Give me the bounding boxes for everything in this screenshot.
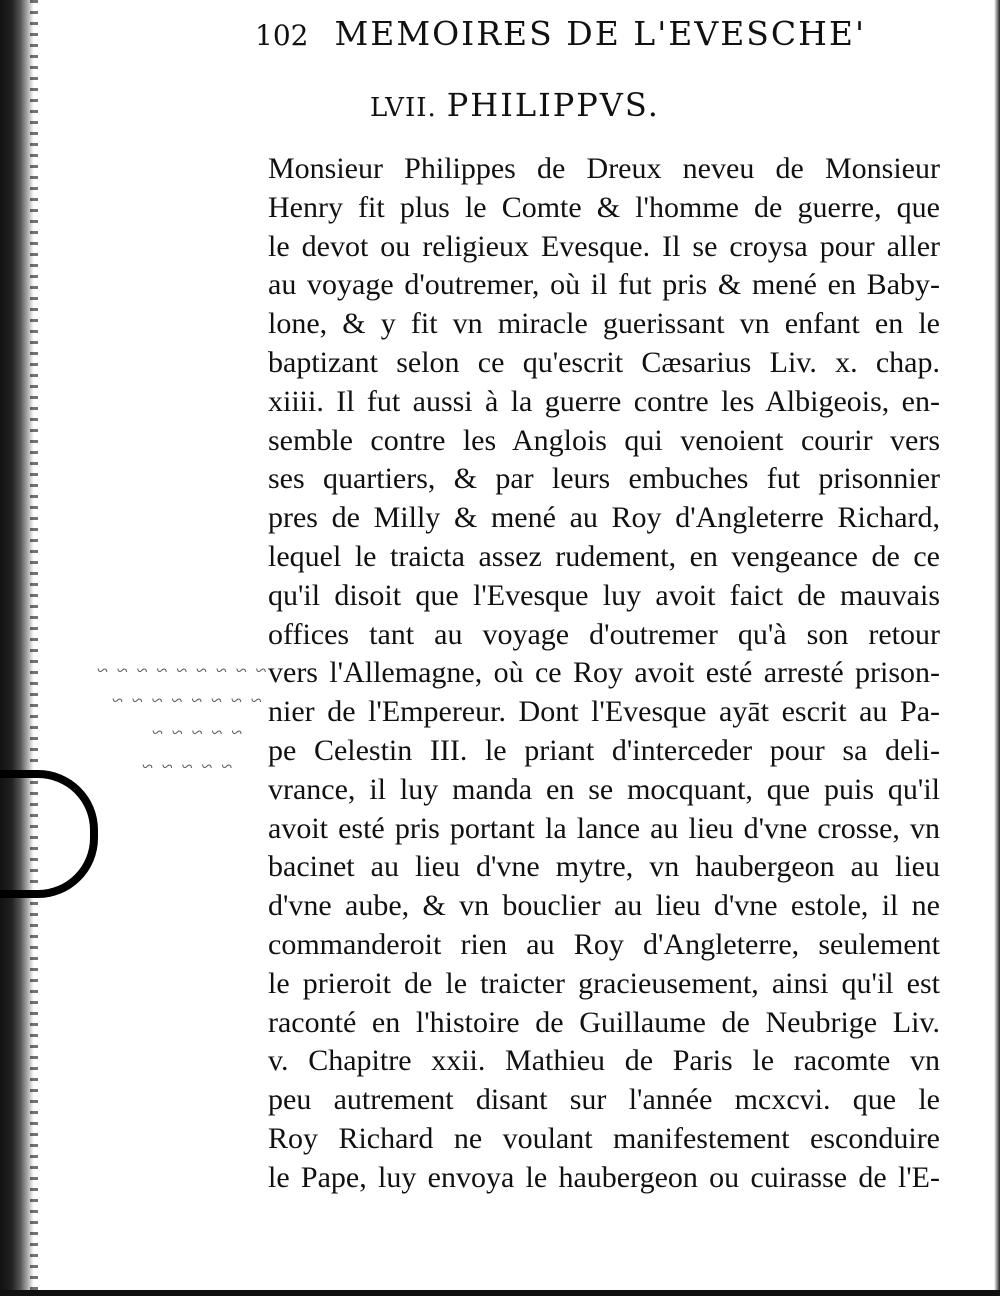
text-line: raconté en l'histoire de Guillaume de Neubrige Liv. bbox=[268, 1005, 940, 1039]
body-paragraph bbox=[268, 150, 940, 1198]
section-number: LVII. bbox=[370, 93, 437, 123]
section-title: PHILIPPVS. bbox=[446, 86, 660, 124]
bleed-through-mark-2: ~ ~ ~ ~ ~ ~ ~ ~ bbox=[110, 690, 262, 712]
bleed-through-mark-3: ~ ~ ~ ~ ~ bbox=[150, 722, 243, 744]
text-line: ses quartiers, & par leurs embuches fut prisonnier bbox=[268, 462, 940, 496]
page-gutter-shadow bbox=[0, 0, 34, 1296]
text-line: le devot ou religieux Evesque. Il se croysa pour aller bbox=[268, 229, 940, 263]
text-line: pres de Milly & mené au Roy d'Angleterre Richard, bbox=[268, 501, 940, 535]
text-line: lequel le traicta assez rudement, en vengeance de ce bbox=[268, 539, 940, 573]
text-line: d'vne aube, & vn bouclier au lieu d'vne estole, il ne bbox=[268, 889, 940, 923]
text-line: v. Chapitre xxii. Mathieu de Paris le racomte vn bbox=[268, 1044, 940, 1078]
text-line: nier de l'Empereur. Dont l'Evesque ayāt escrit au Pa- bbox=[268, 695, 940, 729]
text-line: semble contre les Anglois qui venoient courir vers bbox=[268, 423, 940, 457]
text-line: au voyage d'outremer, où il fut pris & mené en Baby- bbox=[268, 268, 940, 302]
section-heading bbox=[370, 86, 790, 124]
binding-clip-mark bbox=[0, 770, 98, 898]
text-line: le prieroit de le traicter gracieusement, ainsi qu'il est bbox=[268, 966, 940, 1000]
text-line: commanderoit rien au Roy d'Angleterre, seulement bbox=[268, 927, 940, 961]
page-right-edge bbox=[994, 0, 1000, 1296]
text-line: Henry fit plus le Comte & l'homme de guerre, que bbox=[268, 190, 940, 224]
text-line: baptizant selon ce qu'escrit Cæsarius Liv. x. chap. bbox=[268, 345, 940, 379]
text-line: vers l'Allemagne, où ce Roy avoit esté arresté prison- bbox=[268, 656, 940, 690]
text-line: lone, & y fit vn miracle guerissant vn enfant en le bbox=[268, 307, 940, 341]
text-line: Roy Richard ne voulant manifestement esconduire bbox=[268, 1121, 940, 1155]
text-line: peu autrement disant sur l'année mcxcvi. que le bbox=[268, 1083, 940, 1117]
text-line: qu'il disoit que l'Evesque luy avoit faict de mauvais bbox=[268, 578, 940, 612]
page-number: 102 bbox=[255, 19, 309, 52]
text-line: Monsieur Philippes de Dreux neveu de Monsieur bbox=[268, 152, 940, 185]
text-line: avoit esté pris portant la lance au lieu d'vne crosse, vn bbox=[268, 811, 940, 845]
running-header bbox=[255, 14, 915, 58]
text-line: offices tant au voyage d'outremer qu'à son retour bbox=[268, 617, 940, 651]
bleed-through-mark-4: ~ ~ ~ ~ ~ bbox=[140, 756, 233, 778]
binding-speckle bbox=[30, 0, 38, 1296]
running-title: MEMOIRES DE L'EVESCHE' bbox=[334, 14, 867, 53]
text-line: xiiii. Il fut aussi à la guerre contre les Albigeois, en- bbox=[268, 384, 940, 418]
page-bottom-edge bbox=[0, 1290, 1000, 1296]
text-line: pe Celestin III. le priant d'interceder pour sa deli- bbox=[268, 733, 940, 767]
text-line: le Pape, luy envoya le haubergeon ou cuirasse de l'E- bbox=[268, 1160, 940, 1194]
text-line: vrance, il luy manda en se mocquant, que puis qu'il bbox=[268, 772, 940, 806]
bleed-through-mark-1: ~ ~ ~ ~ ~ ~ ~ ~ ~ bbox=[95, 660, 267, 682]
text-line: bacinet au lieu d'vne mytre, vn haubergeon au lieu bbox=[268, 850, 940, 884]
